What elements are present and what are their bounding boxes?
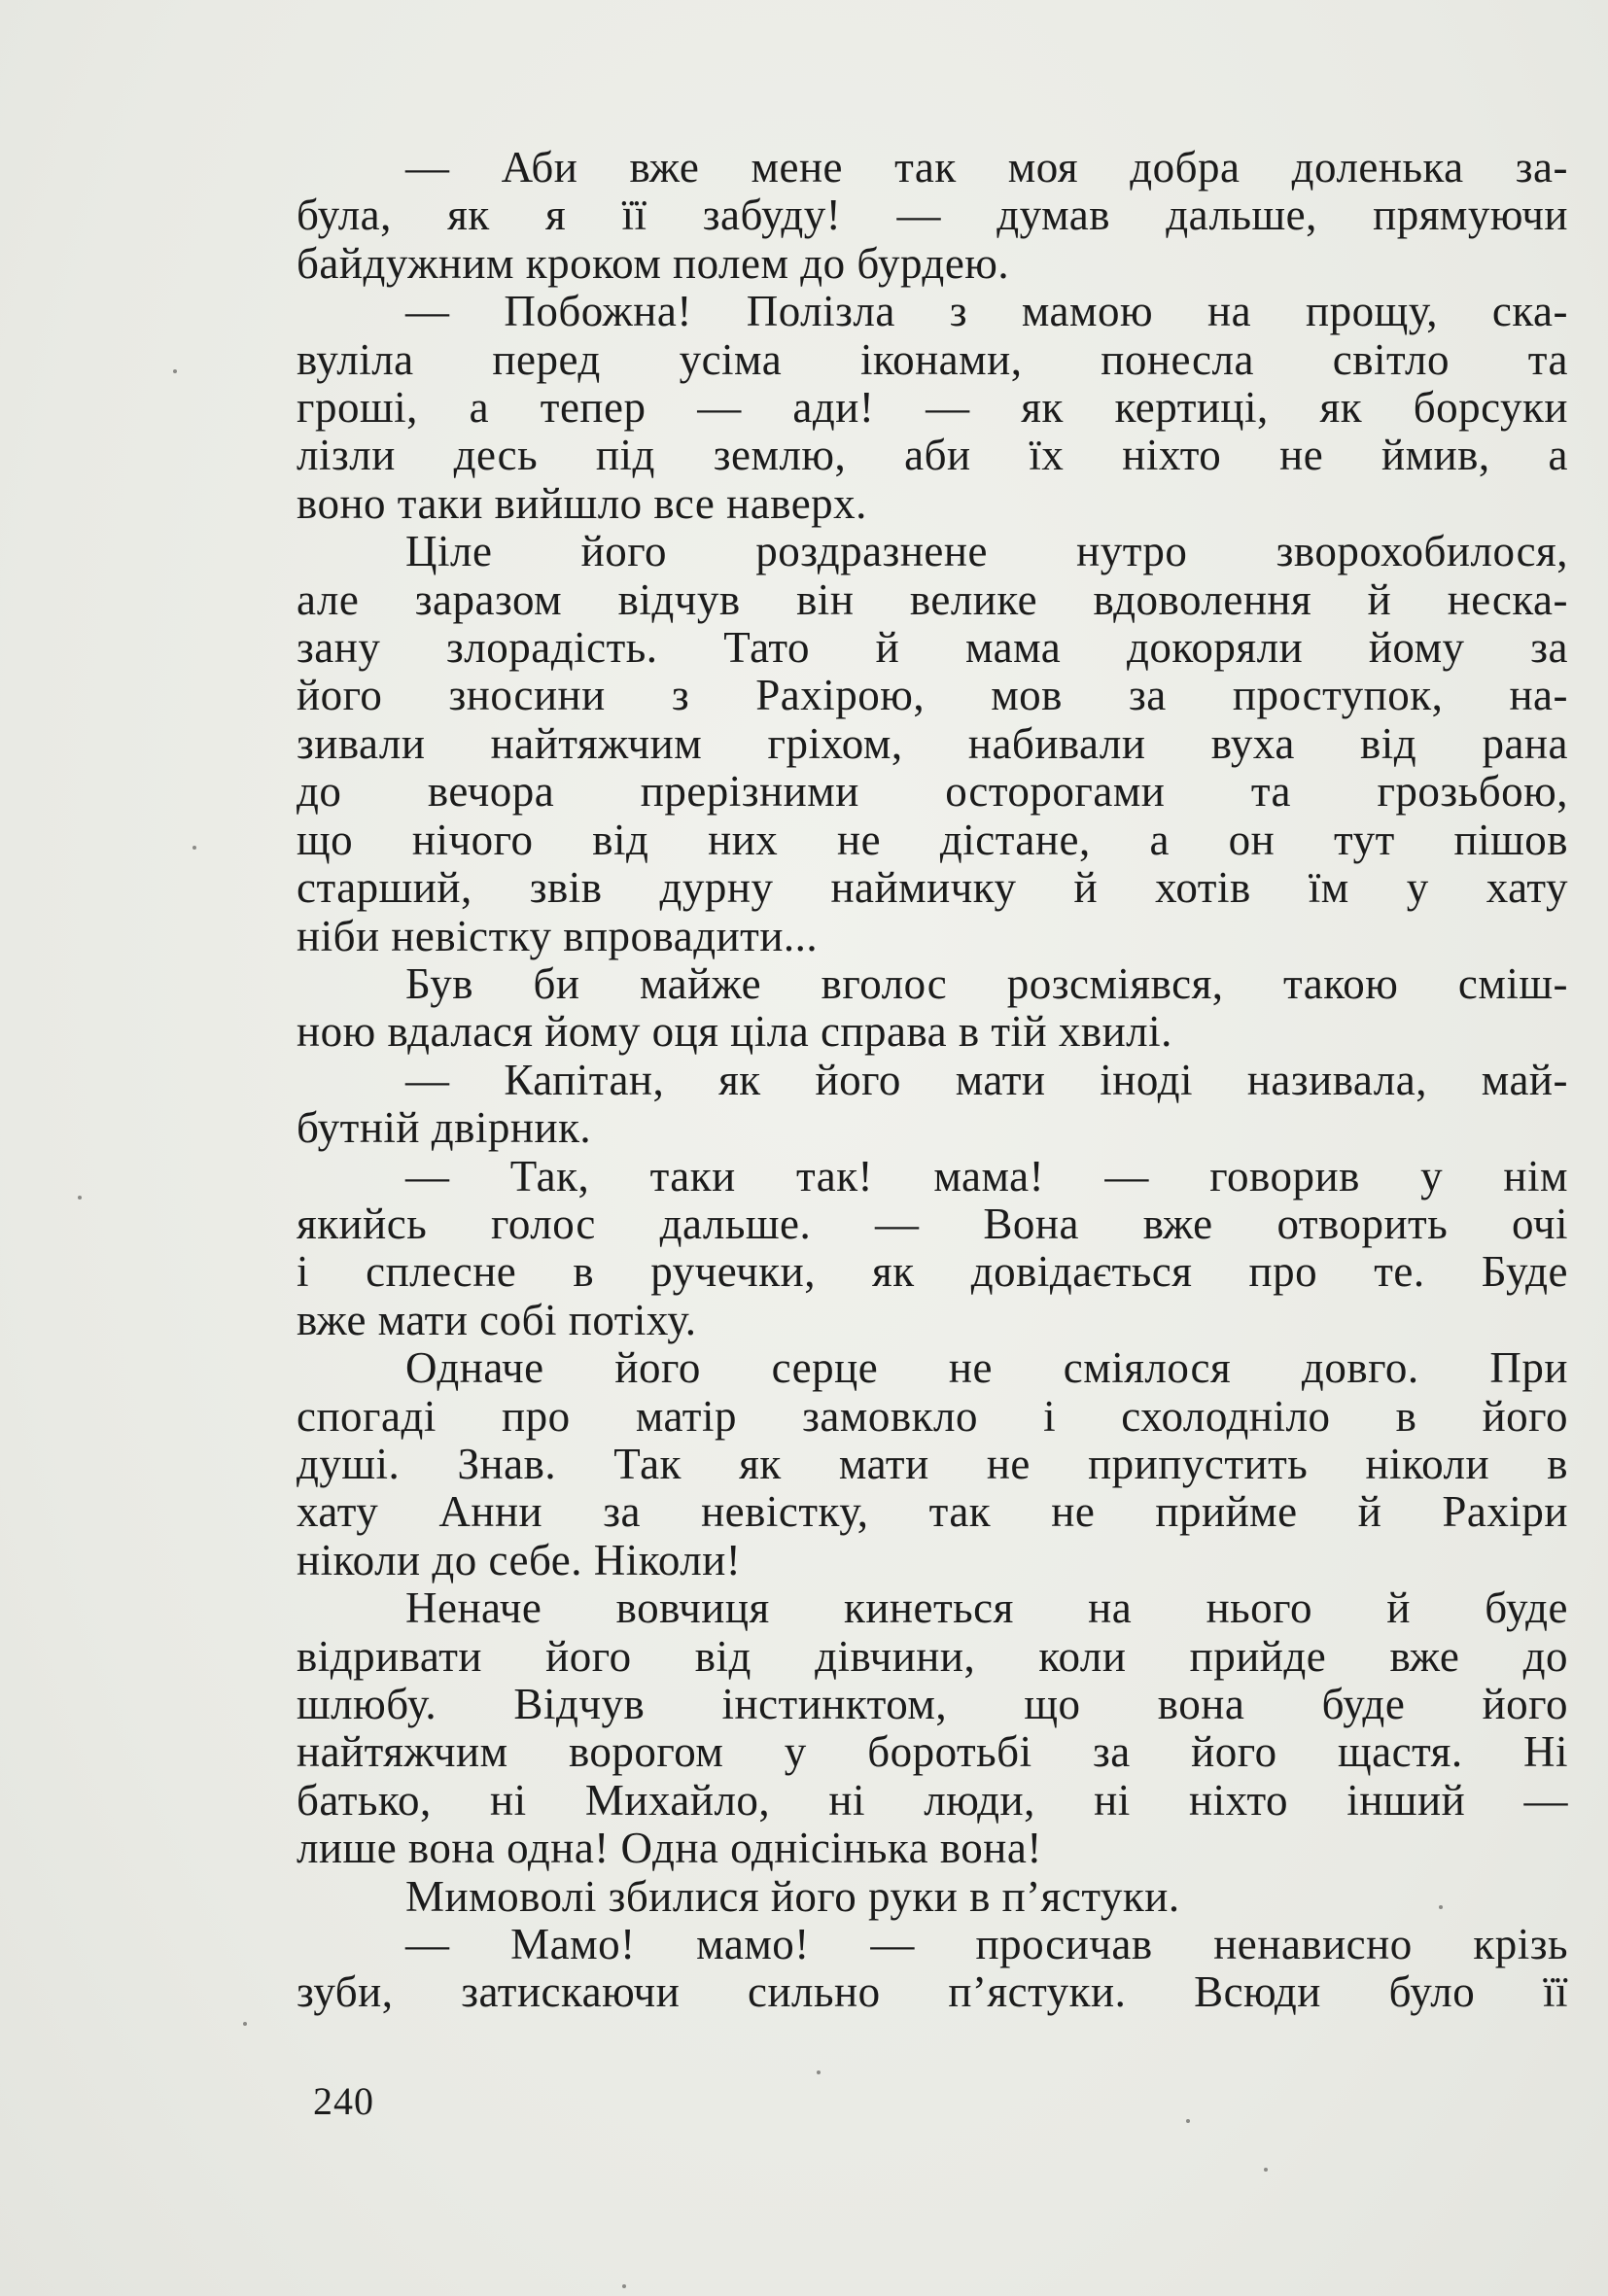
paper-speck [78, 1196, 82, 1200]
paper-speck [1186, 2119, 1190, 2123]
text-line: була, як я її забуду! — думав дальше, прямуючи [297, 191, 1568, 240]
paper-speck [173, 369, 177, 373]
text-line: його зносини з Рахірою, мов за проступок, на- [297, 671, 1568, 720]
text-line: душі. Знав. Так як мати не припустить ніколи в [297, 1439, 1568, 1488]
text-line: батько, ні Михайло, ні люди, ні ніхто інший — [297, 1775, 1568, 1825]
text-line: Одначе його серце не сміялося довго. При [405, 1343, 1568, 1393]
text-line: гроші, а тепер — ади! — як кертиці, як борсуки [297, 383, 1568, 433]
text-line: вже мати собі потіху. [297, 1295, 697, 1344]
text-line: ною вдалася йому оця ціла справа в тій хвилі. [297, 1007, 1172, 1057]
text-line: — Капітан, як його мати іноді називала, май- [405, 1055, 1568, 1104]
text-line: шлюбу. Відчув інстинктом, що вона буде його [297, 1680, 1568, 1728]
text-line: що нічого від них не дістане, а он тут пішов [297, 815, 1568, 864]
text-line: найтяжчим ворогом у боротьбі за його щастя. Ні [297, 1727, 1568, 1777]
text-line: зивали найтяжчим гріхом, набивали вуха від рана [297, 718, 1568, 768]
text-line: Неначе вовчиця кинеться на нього й буде [405, 1583, 1568, 1633]
text-line: вуліла перед усіма іконами, понесла світло та [297, 334, 1568, 384]
text-line: — Аби вже мене так моя добра доленька за- [405, 143, 1568, 191]
paper-speck [622, 2284, 626, 2288]
text-line: воно таки вийшло все наверх. [297, 478, 867, 528]
text-line: Мимоволі збилися його руки в п’ястуки. [405, 1871, 1180, 1921]
text-line: ніби невістку впровадити... [297, 911, 819, 960]
text-line: ніколи до себе. Ніколи! [297, 1535, 742, 1584]
text-line: хату Анни за невістку, так не прийме й Рахіри [297, 1487, 1568, 1537]
body-text [297, 144, 1568, 2017]
text-line: зуби, затискаючи сильно п’ястуки. Всюди було її [297, 1967, 1568, 2017]
paper-speck [817, 2070, 821, 2074]
text-line: лише вона одна! Одна однісінька вона! [297, 1824, 1042, 1873]
text-line: — Мамо! мамо! — просичав ненависно крізь [405, 1920, 1568, 1969]
text-line: лізли десь під землю, аби їх ніхто не ймив, а [297, 431, 1568, 480]
text-line: до вечора прерізними осторогами та грозьбою, [297, 767, 1568, 817]
page-number: 240 [313, 2079, 374, 2123]
text-line: байдужним кроком полем до бурдею. [297, 238, 1010, 288]
text-line: Був би майже вголос розсміявся, такою сміш- [405, 958, 1568, 1008]
text-line: відривати його від дівчини, коли прийде вже до [297, 1631, 1568, 1681]
text-line: бутній двірник. [297, 1103, 592, 1153]
paper-speck [1439, 1905, 1443, 1909]
text-line: — Побожна! Полізла з мамою на прощу, ска- [405, 287, 1568, 336]
text-line: і сплесне в ручечки, як довідається про те. Буде [297, 1247, 1568, 1297]
paper-speck [1264, 2168, 1268, 2172]
text-line: зану злорадість. Тато й мама докоряли йому за [297, 623, 1568, 673]
paper-speck [192, 846, 196, 850]
text-line: спогаді про матір замовкло і схолодніло в його [297, 1391, 1568, 1441]
paper-speck [243, 2022, 247, 2026]
text-line: якийсь голос дальше. — Вона вже отворить очі [297, 1199, 1568, 1248]
text-line: Ціле його роздразнене нутро зворохобилося, [405, 527, 1568, 576]
text-line: старший, звів дурну наймичку й хотів їм у хату [297, 863, 1568, 913]
text-line: але заразом відчув він велике вдоволення й неска- [297, 574, 1568, 624]
text-line: — Так, таки так! мама! — говорив у нім [405, 1151, 1568, 1200]
